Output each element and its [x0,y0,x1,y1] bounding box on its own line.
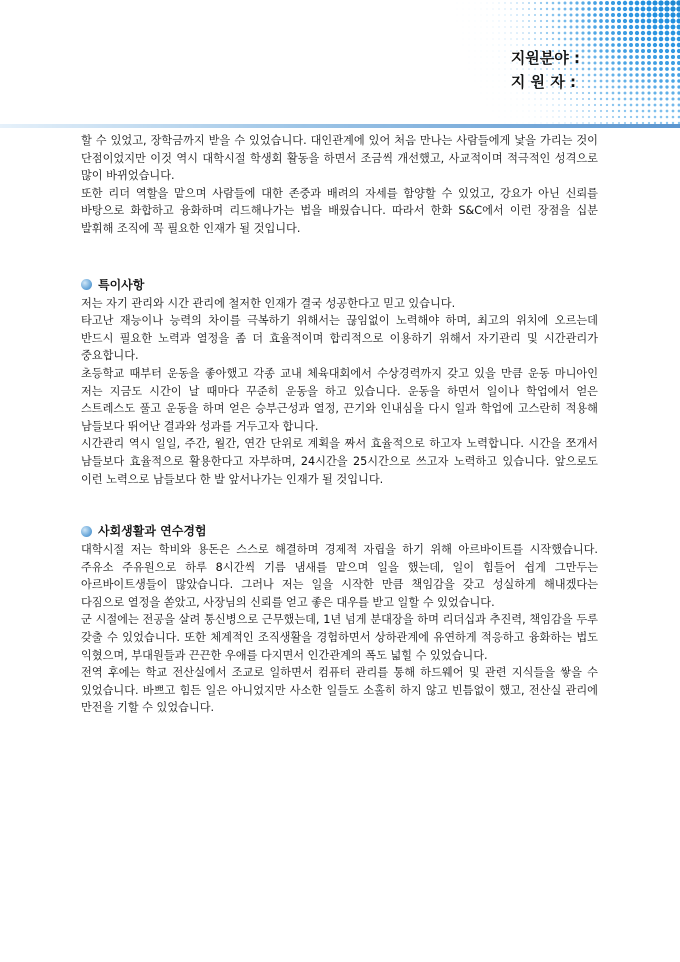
applicant-info [511,46,580,94]
document-body [81,132,598,717]
section-paragraph: 시간관리 역시 일일, 주간, 월간, 연간 단위로 계획을 짜서 효율적으로 하고자 노력합니다. 시간을 쪼개서 남들보다 효율적으로 활용한다고 자부하며, 24시간을 25시간으로 쓰고자 노력하고 있습니다. 앞으로도 이런 노력으로 남들보다 한 발 앞서나가는 인재가 될 것입니다. [81,437,598,486]
section-paragraph: 초등학교 때부터 운동을 좋아했고 각종 교내 체육대회에서 수상경력까지 갖고 있을 만큼 운동 마니아인 저는 지금도 시간이 날 때마다 꾸준히 운동을 하고 있습니다. 운동을 하면서 일이나 학업에서 얻은 스트레스도 풀고 운동을 하며 얻은 승부근성과 열정, 끈기와 인내심을 다시 일과 학업에 고스란히 적용해 남들보다 뛰어난 결과와 성과를 거두고자 합니다. [81,366,598,433]
header-divider [0,124,680,128]
section-heading-social-experience [81,522,598,540]
section-paragraph: 대학시절 저는 학비와 용돈은 스스로 해결하며 경제적 자립을 하기 위해 아르바이트를 시작했습니다. 주유소 주유원으로 하루 8시간씩 기름 냄새를 맡으며 일을 했는데, 일이 힘들어 쉽게 그만두는 아르바이트생들이 많았습니다. 그러나 저는 일을 시작한 만큼 책임감을 갖고 성실하게 해내겠다는 다짐으로 열정을 쏟았고, 사장님의 신뢰를 얻고 좋은 대우를 받고 일할 수 있었습니다. [81,543,598,609]
field-label: 지원분야 : [510,49,580,67]
section-paragraph: 전역 후에는 학교 전산실에서 조교로 일하면서 컴퓨터 관리를 통해 하드웨어 및 관련 지식들을 쌓을 수 있었습니다. 바쁘고 힘든 일은 아니었지만 사소한 일들도 소홀히 하지 않고 빈틈없이 했고, 전산실 관리에 만전을 기할 수 있었습니다. [81,666,598,715]
section-paragraph: 군 시절에는 전공을 살려 통신병으로 근무했는데, 1년 넘게 분대장을 하며 리더십과 추진력, 책임감을 두루 갖출 수 있었습니다. 또한 체계적인 조직생활을 경험하면서 상하관계에 유연하게 적응하고 융화하는 법도 익혔으며, 부대원들과 끈끈한 우애를 다지면서 인간관계의 폭도 넓힐 수 있었습니다. [81,613,598,662]
section-paragraph: 저는 자기 관리와 시간 관리에 철저한 인재가 결국 성공한다고 믿고 있습니다. [81,296,456,310]
applicant-label: 지 원 자 : [510,73,576,91]
bullet-icon [81,526,92,537]
bullet-icon [81,279,92,290]
section-title: 특이사항 [98,277,145,292]
section-title: 사회생활과 연수경험 [98,524,207,539]
intro-paragraph: 할 수 있었고, 장학금까지 받을 수 있었습니다. 대인관계에 있어 처음 만나는 사람들에게 낯을 가리는 것이 단점이었지만 이것 역시 대학시절 학생회 활동을 하면서 조금씩 개선했고, 사교적이며 적극적인 성격으로 많이 바뀌었습니다. [81,134,598,183]
section-paragraph: 타고난 재능이나 능력의 차이를 극복하기 위해서는 끊임없이 노력해야 하며, 최고의 위치에 오르는데 반드시 필요한 노력과 열정을 좀 더 효율적이며 합리적으로 이용하기 위해서 자기관리 및 시간관리가 중요합니다. [81,314,598,363]
intro-paragraph: 또한 리더 역할을 맡으며 사람들에 대한 존중과 배려의 자세를 함양할 수 있었고, 강요가 아닌 신뢰를 바탕으로 화합하고 융화하며 리드해나가는 법을 배웠습니다. 따라서 한화 S&C에서 이런 장점을 십분 발휘해 조직에 꼭 필요한 인재가 될 것입니다. [81,186,598,235]
section-heading-special-notes [81,276,598,294]
